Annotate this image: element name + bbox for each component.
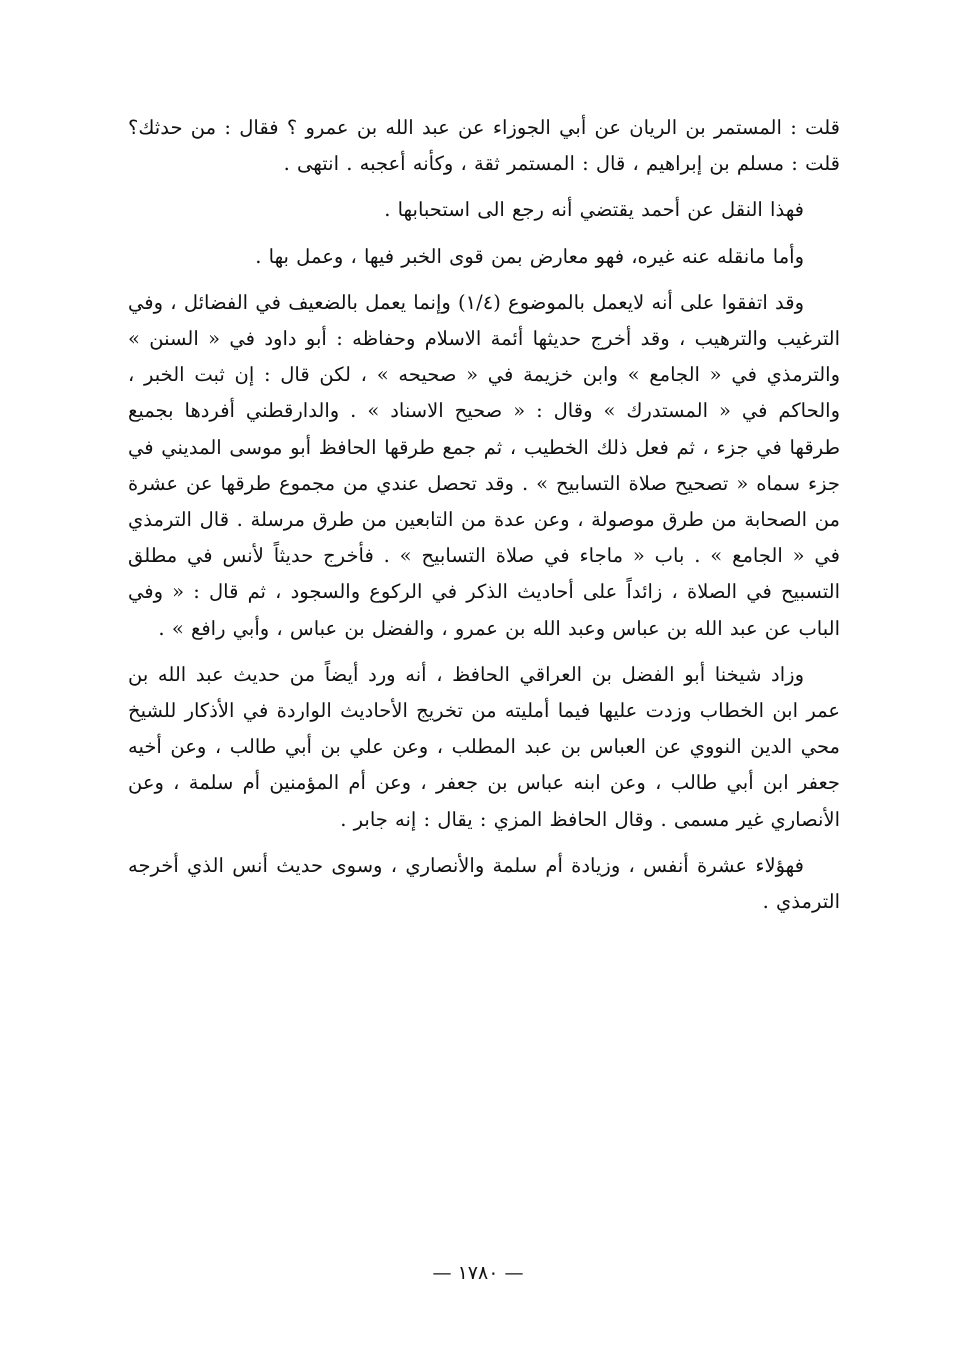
paragraph-6: فهؤلاء عشرة أنفس ، وزيادة أم سلمة والأنصاري ، وسوى حديث أنس الذي أخرجه الترمذي . [128,853,840,914]
paragraph-1: قلت : المستمر بن الريان عن أبي الجوزاء عن عبد الله بن عمرو ؟ فقال : من حدثك؟ قلت : مسلم بن إبراهيم ، قال : المستمر ثقة ، وكأنه أعجبه . انتهى . [128,116,840,176]
paragraph-2: فهذا النقل عن أحمد يقتضي أنه رجع الى استحبابها . [384,198,804,222]
paragraph-5: وزاد شيخنا أبو الفضل بن العراقي الحافظ ، أنه ورد أيضاً من حديث عبد الله بن عمر ابن الخطاب وزدت عليها فيما أمليته من تخريج الأحاديث الواردة في الأذكار للشيخ محي الدين النووي عن العباس بن عبد المطلب ، وعن علي بن أبي طالب ، وعن أخيه جعفر ابن أبي طالب ، وعن ابنه عباس بن جعفر ، وعن أم المؤمنين أم سلمة ، وعن الأنصاري غير مسمى . وقال الحافظ المزي : يقال : إنه جابر . [128,662,840,831]
paragraph-3: وأما مانقله عنه غيره، فهو معارض بمن قوى الخبر فيها ، وعمل بها . [255,244,804,268]
body-text [128,110,840,930]
page-number: — ١٧٨٠ — [432,1262,524,1284]
paragraph-4: وقد اتفقوا على أنه لايعمل بالموضوع (١/٤) وإنما يعمل بالضعيف في الفضائل ، وفي الترغيب والترهيب ، وقد أخرج حديثها أئمة الاسلام وحفاظه : أبو داود في « السنن » والترمذي في « الجامع » وابن خزيمة في « صحيحه » ، لكن قال : إن ثبت الخبر ، والحاكم في « المستدرك » وقال : « صحيح الاسناد » . والدارقطني أفردها بجميع طرقها في جزء ، ثم فعل ذلك الخطيب ، ثم جمع طرقها الحافظ أبو موسى المديني في جزء سماه « تصحيح صلاة التسابيح » . وقد تحصل عندي من مجموع طرقها عن عشرة من الصحابة من طرق موصولة ، وعن عدة من التابعين من طرق مرسلة . قال الترمذي في « الجامع » . باب « ماجاء في صلاة التسابيح » . فأخرج حديثاً لأنس في مطلق التسبيح في الصلاة ، زائداً على أحاديث الذكر في الركوع والسجود ، ثم قال : « وفي الباب عن عبد الله بن عباس وعبد الله بن عمرو ، والفضل بن عباس ، وأبي رافع » . [128,290,840,640]
